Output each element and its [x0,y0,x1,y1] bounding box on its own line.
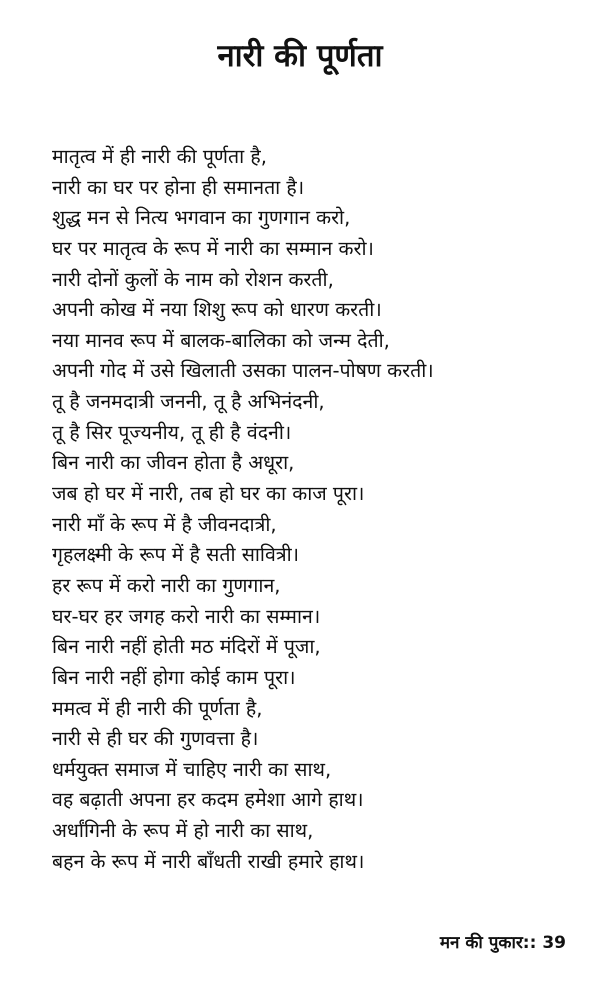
poem-line: मातृत्व में ही नारी की पूर्णता है, [52,145,267,168]
poem-line: नारी का घर पर होना ही समानता है। [52,175,305,199]
poem-line: अपनी कोख में नया शिशु रूप को धारण करती। [52,298,382,322]
poem-line: वह बढ़ाती अपना हर कदम हमेशा आगे हाथ। [52,788,364,812]
poem-line: गृहलक्ष्मी के रूप में है सती सावित्री। [52,543,300,567]
poem-line: नया मानव रूप में बालक-बालिका को जन्म देती, [52,328,390,352]
poem-line: बहन के रूप में नारी बाँधती राखी हमारे हाथ। [52,849,365,873]
poem-line: अर्धांगिनी के रूप में हो नारी का साथ, [52,819,314,843]
poem-line: तू है सिर पूज्यनीय, तू ही है वंदनी। [52,420,292,444]
poem-line: नारी दोनों कुलों के नाम को रोशन करती, [52,267,334,291]
poem-line: नारी से ही घर की गुणवत्ता है। [52,727,259,751]
poem-line: तू है जनमदात्री जननी, तू है अभिनंदनी, [52,390,325,414]
page-footer [440,930,566,956]
poem-line: ममत्व में ही नारी की पूर्णता है, [52,696,263,720]
poem-line: अपनी गोद में उसे खिलाती उसका पालन-पोषण करती। [52,359,434,383]
page-title: नारी की पूर्णता [217,38,383,74]
book-title: मन की पुकार:: [439,933,537,953]
poem-body [52,142,572,877]
poem-line: शुद्ध मन से नित्य भगवान का गुणगान करो, [52,206,351,230]
poem-line: घर पर मातृत्व के रूप में नारी का सम्मान करो। [52,236,374,260]
page-number: 39 [542,933,566,953]
poem-line: बिन नारी नहीं होती मठ मंदिरों में पूजा, [52,635,321,659]
poem-line: बिन नारी नहीं होगा कोई काम पूरा। [52,665,296,689]
poem-line: हर रूप में करो नारी का गुणगान, [52,573,281,597]
poem-line: घर-घर हर जगह करो नारी का सम्मान। [52,604,321,628]
poem-line: बिन नारी का जीवन होता है अधूरा, [52,451,295,475]
poem-line: जब हो घर में नारी, तब हो घर का काज पूरा। [52,482,365,506]
poem-line: नारी माँ के रूप में है जीवनदात्री, [52,512,277,536]
poem-line: धर्मयुक्त समाज में चाहिए नारी का साथ, [52,757,332,781]
